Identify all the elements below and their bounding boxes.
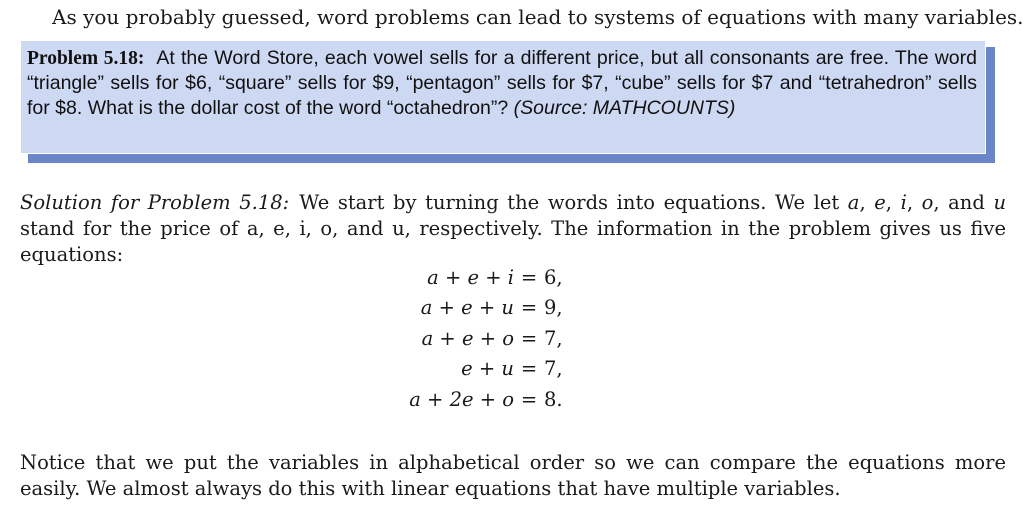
variable: e <box>874 191 886 214</box>
solution-text-before: We start by turning the words into equations. We let <box>299 191 840 214</box>
problem-label: Problem 5.18: <box>27 48 145 69</box>
equation-lhs: e + u <box>461 357 514 381</box>
variable: i <box>900 191 907 214</box>
solution-label: Solution for Problem 5.18: <box>20 191 290 214</box>
equation-rhs: 9, <box>544 296 563 320</box>
variable: a <box>847 191 860 214</box>
variable: o <box>921 191 934 214</box>
intro-text: As you probably guessed, word problems can lead to systems of equations with many variables. <box>52 5 1024 29</box>
equation-lhs: a + e + i <box>427 265 514 289</box>
equation-rhs: 7, <box>544 357 563 381</box>
problem-statement <box>27 46 977 121</box>
notice-paragraph: Notice that we put the variables in alphabetical order so we can compare the equations more easily. We almost always do this with linear equations that have multiple variables. <box>20 451 1006 500</box>
equals-sign: = <box>520 357 538 381</box>
equation-row <box>380 323 640 354</box>
equals-sign: = <box>520 265 538 289</box>
equation-rhs: 8. <box>544 387 563 411</box>
equation-row <box>380 262 640 293</box>
equation-system <box>380 262 640 415</box>
problem-box <box>20 40 986 154</box>
equation-rhs: 6, <box>544 265 563 289</box>
equation-lhs: a + e + u <box>420 296 514 320</box>
problem-source: (Source: MATHCOUNTS) <box>513 97 736 119</box>
problem-box-shadow-bottom <box>28 154 995 163</box>
equation-row <box>380 384 640 415</box>
problem-text: At the Word Store, each vowel sells for a different price, but all consonants are free. The word “triangle” sells for $6, “square” sells for $9, “pentagon” sells for $7, “cube” sells for $7 and “tetrahedron” sells for $8. What is the dollar cost of the word “octahedron”? <box>27 47 977 119</box>
equation-rhs: 7, <box>544 326 563 350</box>
equation-row <box>380 293 640 324</box>
equals-sign: = <box>520 296 538 320</box>
equals-sign: = <box>520 387 538 411</box>
equals-sign: = <box>520 326 538 350</box>
equation-lhs: a + e + o <box>421 326 514 350</box>
equation-row <box>380 354 640 385</box>
solution-text-after: stand for the price of a, e, i, o, and u, respectively. The information in the problem gives us five equations: <box>20 217 1006 266</box>
equation-lhs: a + 2e + o <box>409 387 514 411</box>
problem-box-shadow <box>986 47 995 163</box>
variable: u <box>993 191 1006 214</box>
solution-paragraph: Solution for Problem 5.18: We start by turning the words into equations. We let a, e, i, o, and u stand for the price of a, e, i, o, and u, respectively. The information in the problem gives us five equations: <box>20 191 1006 266</box>
